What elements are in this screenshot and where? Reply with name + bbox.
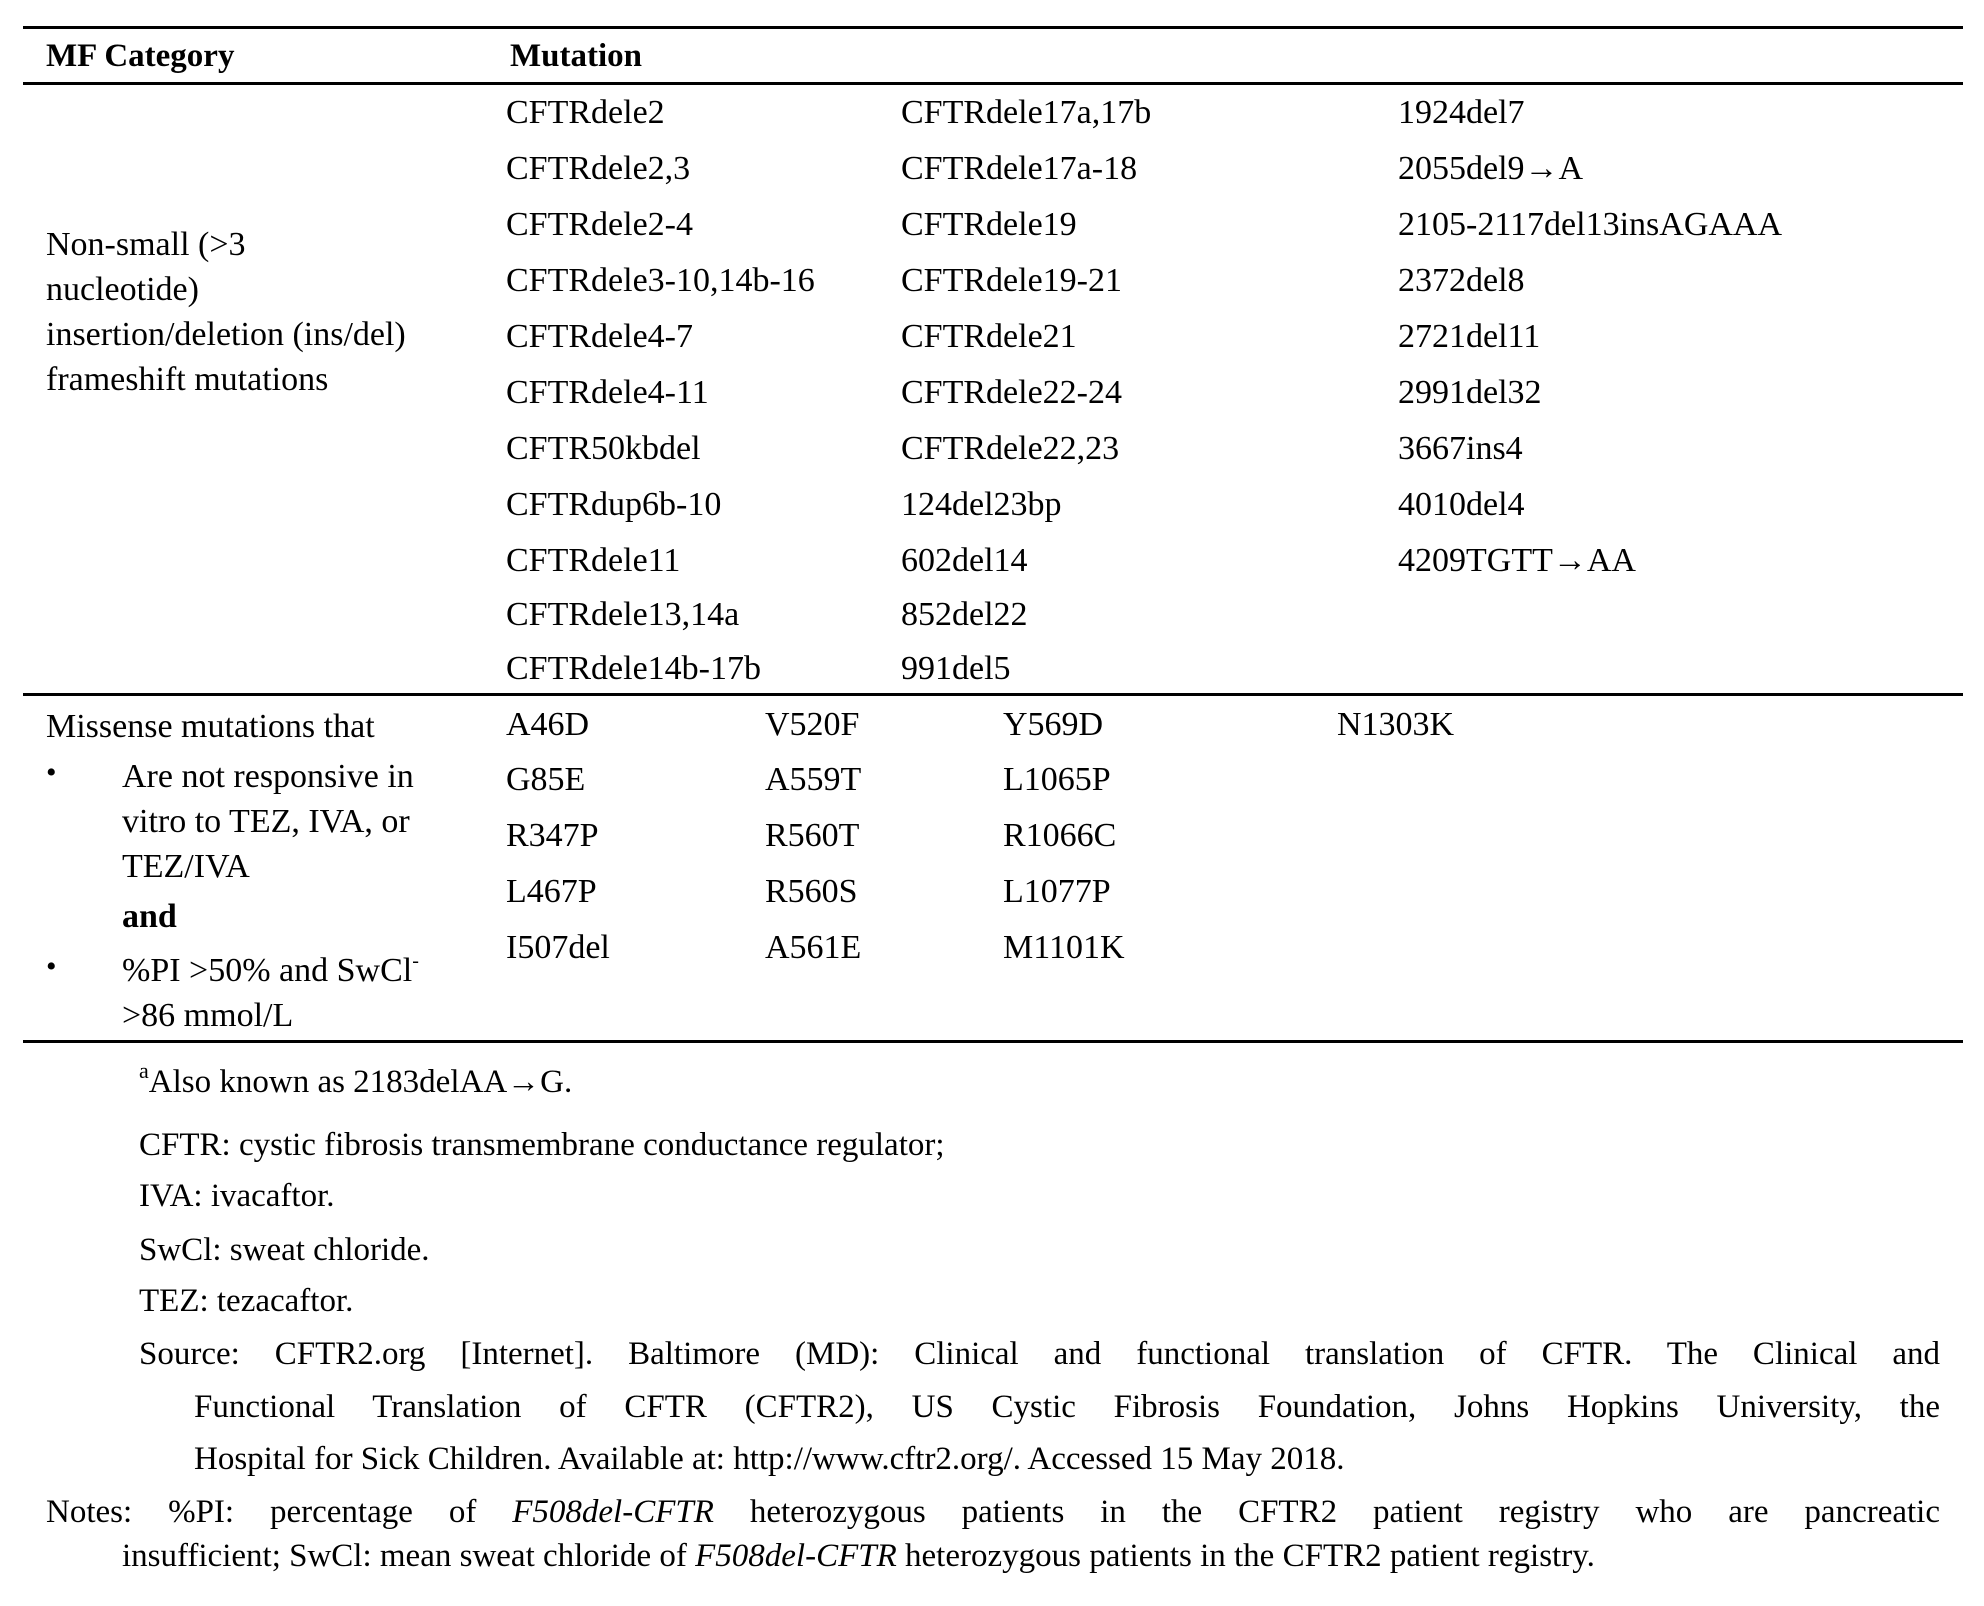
mutation-cell: CFTRdele22,23	[901, 430, 1120, 467]
footnote-a-text: Also known as 2183delAA→G.	[148, 1064, 573, 1100]
mutation-cell: A46D	[506, 706, 590, 743]
criterion-2-line: >86 mmol/L	[122, 997, 294, 1034]
category-line: Non-small (>3	[46, 226, 246, 263]
mutation-cell: CFTRdele4-7	[506, 318, 693, 355]
mutation-cell: R1066C	[1003, 817, 1117, 854]
category-line: insertion/deletion (ins/del)	[46, 316, 406, 353]
mutation-cell: CFTRdele21	[901, 318, 1077, 355]
mutation-cell: CFTRdup6b-10	[506, 486, 722, 523]
mutation-cell: CFTRdele17a,17b	[901, 94, 1152, 131]
mutation-cell: CFTR50kbdel	[506, 430, 701, 467]
mutation-cell: 3667ins4	[1398, 430, 1523, 467]
mutation-cell: 2372del8	[1398, 262, 1525, 299]
mutation-cell: A559T	[765, 761, 862, 798]
notes-line	[122, 1536, 1595, 1576]
notes-text: heterozygous patients in the CFTR2 patient registry.	[896, 1538, 1595, 1574]
mutation-cell: 4010del4	[1398, 486, 1525, 523]
mutation-cell: R560T	[765, 817, 860, 854]
mutation-cell: CFTRdele17a-18	[901, 150, 1138, 187]
mutation-cell: 1924del7	[1398, 94, 1525, 131]
mutation-cell: CFTRdele13,14a	[506, 596, 740, 633]
gene-name-italic: F508del-CFTR	[695, 1538, 897, 1574]
mutation-cell: 2991del32	[1398, 374, 1542, 411]
category-intro: Missense mutations that	[46, 708, 375, 745]
criterion-1-line: Are not responsive in	[122, 758, 414, 795]
mutation-cell: CFTRdele19-21	[901, 262, 1122, 299]
conjunction-and: and	[122, 898, 177, 935]
mutation-cell: CFTRdele14b-17b	[506, 650, 761, 687]
mutation-cell: CFTRdele4-11	[506, 374, 709, 411]
header-bottom-rule	[23, 82, 1963, 85]
abbreviation-iva: IVA: ivacaftor.	[139, 1178, 335, 1214]
gene-name-italic: F508del-CFTR	[512, 1494, 714, 1530]
abbreviation-cftr: CFTR: cystic fibrosis transmembrane conductance regulator;	[139, 1127, 945, 1163]
mutation-cell: 124del23bp	[901, 486, 1062, 523]
mutation-cell: 2055del9→A	[1398, 150, 1584, 187]
criterion-2-text: %PI >50% and SwCl	[122, 952, 413, 989]
mutation-cell: CFTRdele11	[506, 542, 681, 579]
mutation-cell: CFTRdele19	[901, 206, 1077, 243]
footnote-a	[139, 1058, 573, 1102]
mutation-cell: R347P	[506, 817, 599, 854]
criterion-1-line: TEZ/IVA	[122, 848, 250, 885]
mutation-cell: N1303K	[1337, 706, 1455, 743]
abbreviation-tez: TEZ: tezacaftor.	[139, 1283, 354, 1319]
bullet-icon: •	[46, 950, 57, 983]
notes-text: Notes: %PI: percentage of	[46, 1494, 513, 1530]
mutation-cell: A561E	[765, 929, 862, 966]
mutation-cell: M1101K	[1003, 929, 1125, 966]
abbreviation-swcl: SwCl: sweat chloride.	[139, 1232, 430, 1268]
mutation-cell: G85E	[506, 761, 586, 798]
mutation-cell: 4209TGTT→AA	[1398, 542, 1636, 579]
notes-line	[46, 1492, 1940, 1532]
criterion-1-line: vitro to TEZ, IVA, or	[122, 803, 410, 840]
mutation-cell: CFTRdele2,3	[506, 150, 691, 187]
mutation-cell: CFTRdele22-24	[901, 374, 1122, 411]
column-header-mf-category: MF Category	[46, 38, 235, 74]
mutation-cell: Y569D	[1003, 706, 1104, 743]
bullet-icon: •	[46, 756, 57, 789]
mutation-cell: L467P	[506, 873, 597, 910]
chloride-superscript: -	[412, 950, 419, 972]
mutation-cell: CFTRdele2	[506, 94, 665, 131]
mutation-cell: CFTRdele2-4	[506, 206, 693, 243]
table-bottom-rule	[23, 1040, 1963, 1043]
notes-text: heterozygous patients in the CFTR2 patient registry who are pancreatic	[713, 1494, 1940, 1530]
mutation-cell: CFTRdele3-10,14b-16	[506, 262, 815, 299]
section-divider-rule	[23, 693, 1963, 696]
mutation-cell: L1065P	[1003, 761, 1111, 798]
mutation-cell: V520F	[765, 706, 860, 743]
category-line: nucleotide)	[46, 271, 199, 308]
mutation-cell: 2105-2117del13insAGAAA	[1398, 206, 1783, 243]
mutation-cell: L1077P	[1003, 873, 1111, 910]
source-line: Source: CFTR2.org [Internet]. Baltimore (MD): Clinical and functional translation of CFTR. The Clinical and	[139, 1336, 1940, 1372]
mutation-cell: R560S	[765, 873, 858, 910]
mutation-cell: 852del22	[901, 596, 1028, 633]
source-line: Functional Translation of CFTR (CFTR2), US Cystic Fibrosis Foundation, Johns Hopkins University, the	[194, 1389, 1940, 1425]
mutation-cell: 2721del11	[1398, 318, 1541, 355]
mutation-cell: 602del14	[901, 542, 1028, 579]
source-line: Hospital for Sick Children. Available at: http://www.cftr2.org/. Accessed 15 May 2018.	[194, 1441, 1345, 1477]
criterion-2-line	[122, 948, 419, 993]
footnote-marker: a	[139, 1058, 149, 1083]
notes-text: insufficient; SwCl: mean sweat chloride of	[122, 1538, 696, 1574]
table-top-rule	[23, 26, 1963, 29]
column-header-mutation: Mutation	[510, 38, 642, 74]
category-line: frameshift mutations	[46, 361, 329, 398]
mutation-cell: 991del5	[901, 650, 1011, 687]
mutation-cell: I507del	[506, 929, 610, 966]
